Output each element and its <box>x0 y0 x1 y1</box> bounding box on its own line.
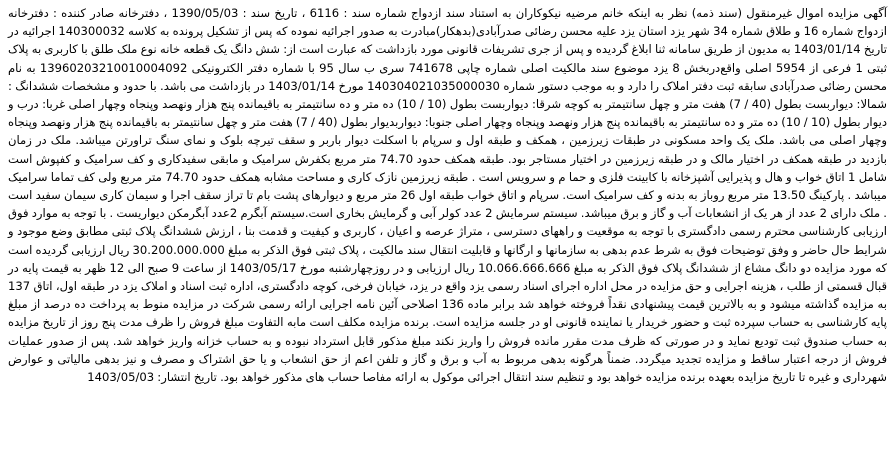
auction-notice-text: آگهی مزایده اموال غیرمنقول (سند ذمه) نظر به اینکه خانم مرضیه نیکوکاران به استناد سند ازدواج شماره سند : 6116 ، تاریخ سند : 1390/05/03 ، دفترخانه صادر کننده : دفترخانه ازدواج شماره 16 و طلاق شماره 34 شهر یزد استان یزد علیه محسن رضائی صدرآبادی(بدهکار)مبادرت به صدور اجرائیه نموده که پس از تشکیل پرونده به کلاسه 140300032 اجرائیه در تاریخ 1403/01/14 به مدیون از طریق سامانه ثنا ابلاغ گردیده و پس از جری تشریفات قانونی مورد بازداشت که عبارت است از: شش دانگ یک قطعه خانه نوع ملک طلق با کاربری به پلاک ثبتی 1 فرعی از 5954 اصلی واقع‌دربخش 8 یزد موضوع سند مالکیت اصلی شماره چاپی 741678 سری ب سال 95 با شماره دفتر الکترونیکی 13960203210010004092 به نام محسن رضائی صدرآبادی سابقه ثبت دفتر املاک را دارد و به موجب دستور شماره 140304021035000030 مورخ 1403/01/14 در بازداشت می باشد. با حدود و مشخصات ششدانگ : شمالا: دیواربست بطول (40 / 7) هفت متر و چهل سانتیمتر به کوچه شرقا: دیواربست بطول (10 / 10) ده متر و ده سانتیمتر به باقیمانده پنج هزار ونهصد وپنجاه وچهار اصلی غربا: درب و دیوار بطول (10 / 10) ده متر و ده سانتیمتر به باقیمانده پنج هزار ونهصد وپنجاه وچهار اصلی جنوبا: دیواربدیوار بطول (40 / 7) هفت متر و چهل سانتیمتر به باقیمانده پنج هزار ونهصد وپنجاه وچهار اصلی می باشد. ملک یک واحد مسکونی در طبقات زیرزمین ، همکف و طبقه اول و سرپام با اسکلت دیوار باربر و سقف تیرچه بلوک و نمای سنگ تراورتن میباشد. ملک در زمان بازدید در طبقه همکف در اختیار مالک و در طبقه زیرزمین در اختیار مستاجر بود. طبقه همکف حدود 74.70 متر مربع بکفرش سرامیک و مابقی سفیدکاری و کف سرامیک و کفپوش است شامل 1 اتاق خواب و هال و پذیرایی آشپزخانه با کابینت فلزی و حما م و سرویس است . طبقه زیرزمین نازک کاری و مساحت مشابه همکف حدود 74.70 متر مربع ولی کف تماما سرامیک میباشد . پارکینگ 13.50 متر مربع روباز به بدنه و کف سرامیک است. سرپام و اتاق خواب طبقه اول 26 متر مربع و دیوارهای پشت بام تا تراز سقف اجرا و سیمان کاری سیمان سفید است . ملک دارای 2 عدد از هر یک از انشعابات آب و گاز و برق میباشد. سیستم سرمایش 2 عدد کولر آبی و گرمایش بخاری است.سیستم آبگرم 2عدد آبگرمکن دیواریست . با توجه به موارد فوق ارزیابی کارشناسی محترم رسمی دادگستری با توجه به موقعیت و راههای دسترسی ، متراژ عرصه و اعیان ، کاربری و کیفیت و قدمت بنا ، ارزش ششدانگ پلاک ثبتی مطابق وضع موجود و شرایط حال حاضر و وفق توضیحات فوق به شرط عدم بدهی به سازمانها و ارگانها و قابلیت انتقال سند مالکیت ، پلاک ثبتی فوق الذکر به مبلغ 30.200.000.000 ریال ارزیابی گردیده است که مورد مزایده دو دانگ مشاع از ششدانگ پلاک فوق الذکر به مبلغ 10.066.666.666 ریال ارزیابی و در روزچهارشنبه مورخ 1403/05/17 از ساعت 9 صبح الی 12 ظهر به قیمت پایه در قبال قسمتی از طلب ، هزینه اجرایی و حق مزایده در محل اداره اجرای اسناد رسمی یزد واقع در یزد، خیابان فرخی، کوچه دادگستری، اداره ثبت اسناد و املاک یزد در طبقه اول، اتاق 137 به مزایده گذاشته میشود و به بالاترین قیمت پیشنهادی نقداً فروخته خواهد شد برابر ماده 136 اصلاحی آئین نامه اجرایی ارائه رسمی شرکت در مزایده منوط به پرداخت ده درصد از مبلغ پایه کارشناسی به حساب سپرده ثبت و حضور خریدار یا نماینده قانونی او در جلسه مزایده است. برنده مزایده مکلف است مابه التفاوت مبلغ فروش را ظرف مدت پنج روز از تاریخ مزایده به حساب صندوق ثبت تودیع نماید و در صورتی که ظرف مدت مقرر مانده فروش را واریز نکند مبلغ مذکور قابل استرداد نبوده و به حساب خزانه واریز خواهد شد. پس از صدور عملیات فروش از درجه اعتبار ساقط و مزایده تجدید میگردد. ضمناً هرگونه بدهی مربوط به آب و برق و گاز و تلفن اعم از حق انشعاب و یا حق اشتراک و مصرف و نیز بدهی مالیاتی و عوارض شهرداری و غیره تا تاریخ مزایده بعهده برنده مزایده خواهد بود و تنظیم سند انتقال اجرائی موکول به ارائه مفاصا حساب های مذکور خواهد بود. تاریخ انتشار: 1403/05/03 <box>8 6 888 385</box>
